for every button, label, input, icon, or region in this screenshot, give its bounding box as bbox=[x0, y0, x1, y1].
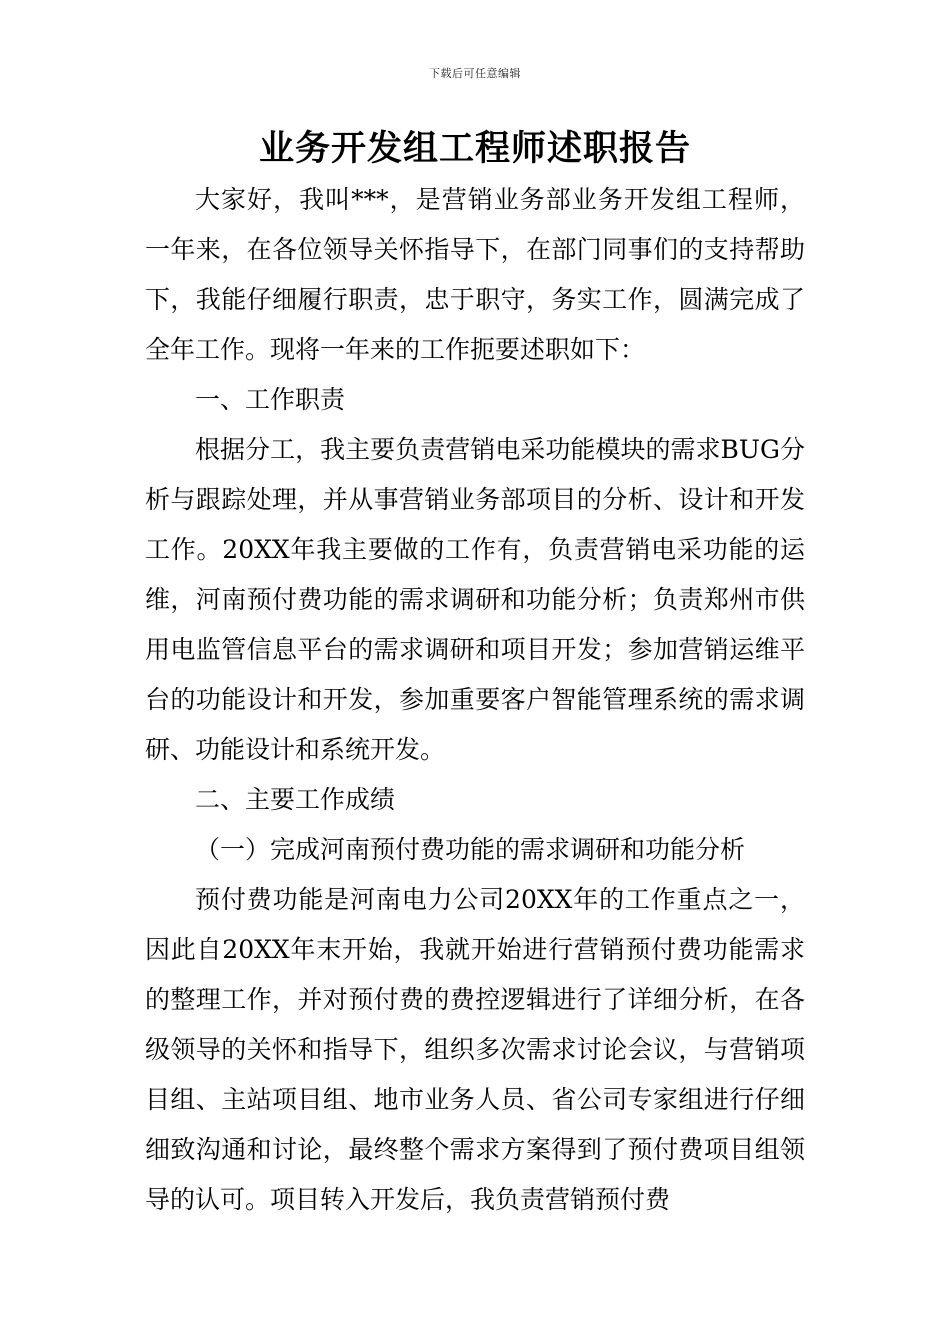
section-heading-duties: 一、工作职责 bbox=[195, 385, 346, 414]
page-title: 业务开发组工程师述职报告 bbox=[258, 128, 691, 169]
paragraph-intro: 大家好，我叫***，是营销业务部业务开发组工程师，一年来，在各位领导关怀指导下，在部门同事们的支持帮助下，我能仔细履行职责，忠于职守，务实工作，圆满完成了全年工作。现将一年来的工作扼要述职如下： bbox=[145, 185, 805, 364]
paragraph-prepaid: 预付费功能是河南电力公司20XX年的工作重点之一，因此自20XX年末开始，我就开始进行营销预付费功能需求的整理工作，并对预付费的费控逻辑进行了详细分析，在各级领导的关怀和指导下，组织多次需求讨论会议，与营销项目组、主站项目组、地市业务人员、省公司专家组进行仔细细致沟通和讨论，最终整个需求方案得到了预付费项目组领导的认可。项目转入开发后，我负责营销预付费 bbox=[145, 885, 805, 1214]
section-heading-achievements: 二、主要工作成绩 bbox=[195, 785, 396, 814]
header-note: 下载后可任意编辑 bbox=[429, 67, 521, 80]
subsection-heading-prepaid: （一）完成河南预付费功能的需求调研和功能分析 bbox=[195, 835, 746, 864]
document-body bbox=[145, 175, 805, 1225]
paragraph-duties: 根据分工，我主要负责营销电采功能模块的需求BUG分析与跟踪处理，并从事营销业务部项目的分析、设计和开发工作。20XX年我主要做的工作有，负责营销电采功能的运维，河南预付费功能的需求调研和功能分析；负责郑州市供用电监管信息平台的需求调研和项目开发；参加营销运维平台的功能设计和开发，参加重要客户智能管理系统的需求调研、功能设计和系统开发。 bbox=[145, 435, 805, 764]
